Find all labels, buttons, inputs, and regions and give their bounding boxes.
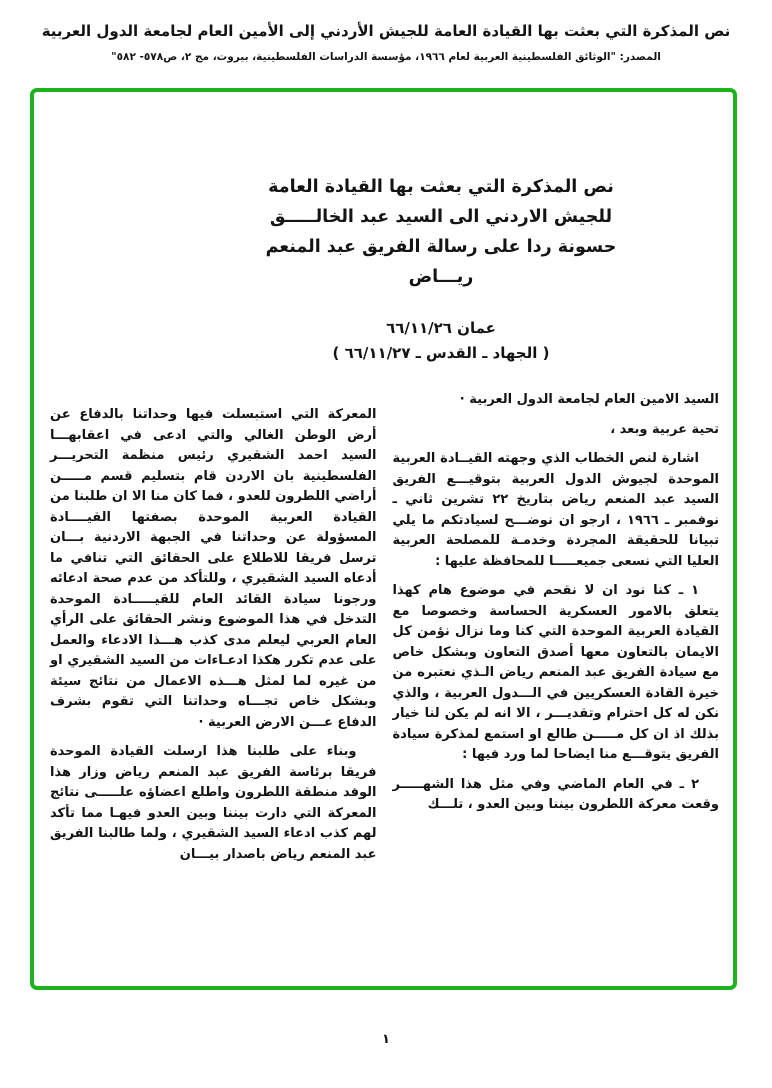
page-number: ١ bbox=[382, 1032, 390, 1047]
column-left bbox=[50, 390, 377, 874]
document-source-citation: المصدر: "الوثائق الفلسطينية العربية لعام ١٩٦٦، مؤسسة الدراسات الفلسطينية، بيروت، مج ٢، ص٥٧٨- ٥٨٢" bbox=[111, 51, 661, 63]
paragraph-intro: اشارة لنص الخطاب الذي وجهته القيــادة العربية الموحدة لجيوش الدول العربية بتوقيـــع الفريق السيد عبد المنعم رياض بتاريخ ٢٢ تشرين ثاني ـ نوفمبر ـ ١٩٦٦ ، ارجو ان نوضـــح لسيادتكم ما يلي تبيانا للحقيقة المجردة وخدمـة للمصلحة العربية العليا التي نسعى جميعـــــا للمحافظة عليها : bbox=[392, 451, 719, 569]
paragraph-salutation: السيد الامين العام لجامعة الدول العربية · bbox=[459, 392, 719, 407]
paragraph-greeting: تحية عربية وبعد ، bbox=[610, 421, 719, 437]
column-right bbox=[393, 390, 720, 874]
memo-title-line-2: للجيش الاردني الى السيد عبد الخالـــــق bbox=[269, 207, 613, 227]
memo-title bbox=[241, 172, 641, 292]
memo-title-line-4: ريـــاض bbox=[408, 267, 474, 287]
memo-title-line-3: حسونة ردا على رسالة الفريق عبد المنعم bbox=[265, 237, 617, 257]
memo-date-place: عمان ٦٦/١١/٢٦ bbox=[386, 319, 496, 337]
memo-title-line-1: نص المذكرة التي بعثت بها القيادة العامة bbox=[268, 177, 614, 197]
document-frame bbox=[30, 88, 737, 990]
paragraph-point-2-continued: المعركة التي استبسلت فيها وحداتنا بالدفاع عن أرض الوطن الغالي والتي ادعى في اعقابهـــا السيد احمد الشقيري رئيس منظمة التحريـــر الفلسطينية بان الاردن قام بتسليم قسم مـــــن أراضي اللطرون للعدو ، فما كان منا الا ان طلبنا من القيادة العربية الموحدة بصفتها القيــــادة المسؤولة عن وحداتنا في الجبهة الاردنية بـــان ترسل فريقا للاطلاع على الحقائق التي تنافي ما أدعاه السيد الشقيري ، وللتأكد من عدم صحة ادعائه ورجونا سيادة القائد العام للقيـــــادة الموحدة التدخل في هذا الموضوع ونشر الحقائق على الرأي العام العربي ليعلم مدى كذب هـــذا الادعاء والعمل على عدم تكرر هكذا ادعـاءات من السيد الشقيري او من غيره لما لمثل هـــذه الاعمال من نتائج سيئة وبشكل خاص تجـــاه وحداتنا التي تقوم بشرف الدفاع عـــن الارض العربية · bbox=[50, 407, 377, 730]
page-header bbox=[0, 20, 772, 64]
memo-body-columns bbox=[50, 390, 719, 874]
paragraph-point-2-start: ٢ ـ في العام الماضي وفي مثل هذا الشهـــــر وقعت معركة اللطرون بيننا وبين العدو ، تلـــك bbox=[392, 776, 719, 812]
document-header-title: نص المذكرة التي بعثت بها القيادة العامة للجيش الأردني إلى الأمين العام لجامعة الدول العربية bbox=[41, 22, 731, 40]
memo-date-source: ( الجهاد ـ القدس ـ ٦٦/١١/٢٧ ) bbox=[332, 344, 550, 362]
paragraph-point-1: ١ ـ كنا نود ان لا نقحم في موضوع هام كهذا يتعلق بالامور العسكرية الحساسة وخصوصا مع القيادة العربية الموحدة التي كنا وما نزال نؤمن كل الايمان بالتعاون معها أصدق التعاون وبشكل خاص مع سيادة الفريق عبد المنعم رياض الـذي نعتبره من خيرة القادة العسكريين في الـــدول العربية ، والذي نكن له كل احترام وتقديـــر ، الا انه لم يكن لنا خيار بذلك اذ ان كل مـــــن طالع او استمع لمذكرة سيادة الفريق يتوقـــع منا ايضاحا لما ورد فيها : bbox=[392, 583, 719, 762]
paragraph-delegation: وبناء على طلبنا هذا ارسلت القيادة الموحدة فريقا برئاسة الفريق عبد المنعم رياض وزار هذا الوفد منطقة اللطرون واطلع اعضاؤه علـــــى نتائج المعركة التي دارت بيننا وبين العدو فيهـا مما تأكد لهم كذب ادعاء السيد الشقيري ، ولما طالبنا الفريق عبد المنعم رياض باصدار بيـــان bbox=[50, 744, 377, 862]
memo-dateline bbox=[241, 316, 641, 366]
